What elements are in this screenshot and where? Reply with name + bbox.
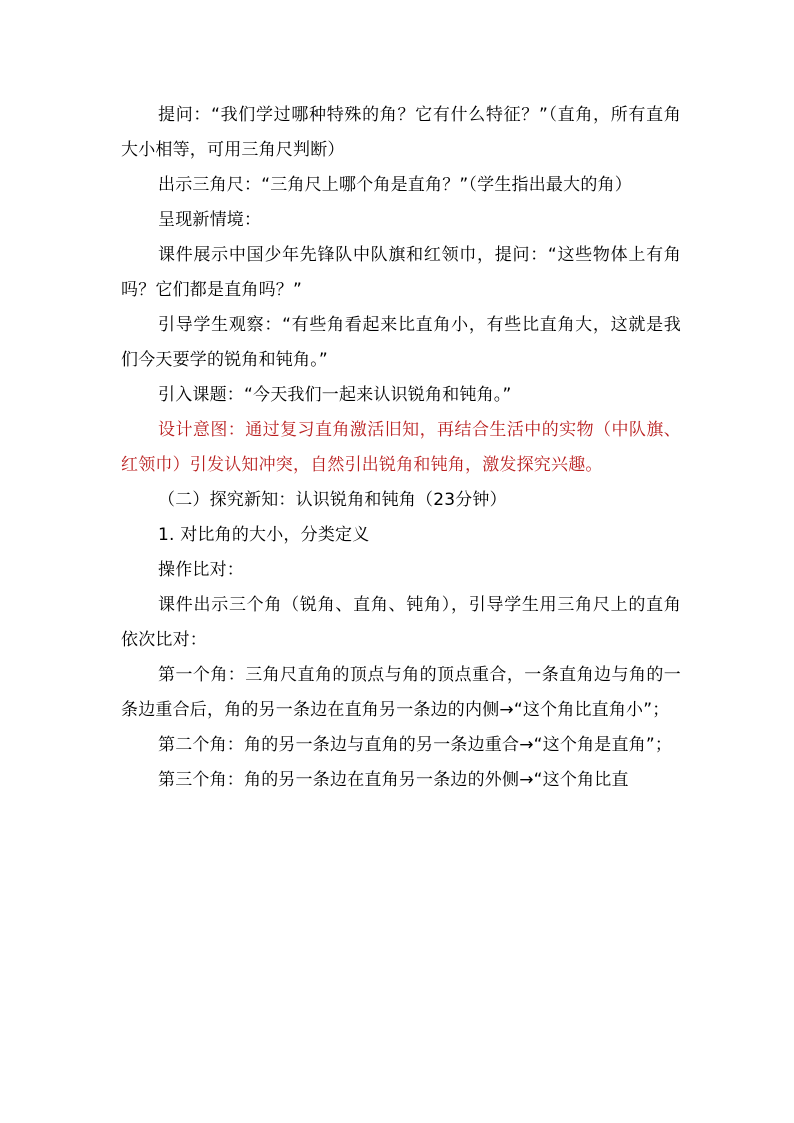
document-body [121, 98, 681, 798]
paragraph-guide-observation: 引导学生观察：“有些角看起来比直角小，有些比直角大，这就是我们今天要学的锐角和钝角。” [121, 315, 681, 370]
paragraph-design-intent: 设计意图：通过复习直角激活旧知，再结合生活中的实物（中队旗、红领巾）引发认知冲突，自然引出锐角和钝角，激发探究兴趣。 [121, 420, 681, 475]
paragraph-new-situation-heading: 呈现新情境： [158, 210, 262, 230]
subheading-compare-size: 1. 对比角的大小，分类定义 [158, 525, 370, 545]
paragraph-introduce-topic: 引入课题：“今天我们一起来认识锐角和钝角。” [158, 385, 512, 405]
paragraph-three-angles: 课件出示三个角（锐角、直角、钝角），引导学生用三角尺上的直角依次比对： [121, 595, 681, 650]
paragraph-review-question: 提问：“我们学过哪种特殊的角？它有什么特征？”（直角，所有直角大小相等，可用三角尺判断） [121, 105, 681, 160]
paragraph-courseware-flag: 课件展示中国少年先锋队中队旗和红领巾，提问：“这些物体上有角吗？它们都是直角吗？” [121, 245, 681, 300]
paragraph-third-angle: 第三个角：角的另一条边在直角另一条边的外侧→“这个角比直 [158, 770, 629, 790]
paragraph-first-angle: 第一个角：三角尺直角的顶点与角的顶点重合，一条直角边与角的一条边重合后，角的另一条边在直角另一条边的内侧→“这个角比直角小”； [121, 665, 681, 720]
section-heading-explore: （二）探究新知：认识锐角和钝角（23分钟） [158, 490, 507, 510]
paragraph-triangle-ruler: 出示三角尺：“三角尺上哪个角是直角？”（学生指出最大的角） [158, 175, 632, 195]
paragraph-operation-compare: 操作比对： [158, 560, 244, 580]
paragraph-second-angle: 第二个角：角的另一条边与直角的另一条边重合→“这个角是直角”； [158, 735, 673, 755]
